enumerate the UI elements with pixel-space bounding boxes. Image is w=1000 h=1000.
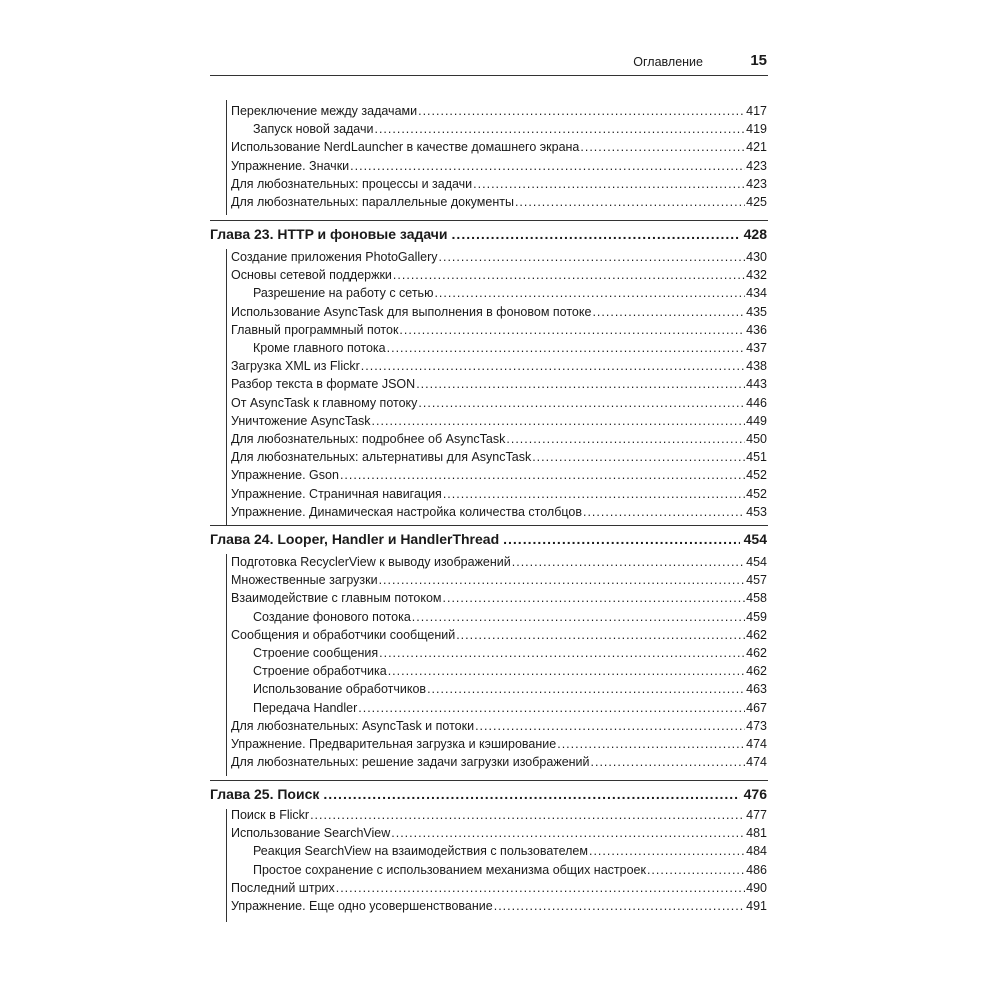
entry-title: Для любознательных: решение задачи загрузки изображений [231, 755, 590, 770]
chapter-heading[interactable] [210, 531, 767, 553]
dot-leader [418, 104, 745, 118]
entry-page: 474 [746, 755, 767, 770]
entry-page: 474 [746, 737, 767, 751]
dot-leader [473, 177, 745, 191]
dot-leader [434, 286, 745, 300]
dot-leader [439, 250, 746, 264]
entry-page: 453 [746, 504, 767, 519]
dot-leader [412, 610, 745, 624]
entry-page: 459 [746, 609, 767, 624]
dot-leader [387, 341, 746, 355]
entry-title: Загрузка XML из Flickr [231, 359, 360, 374]
dot-leader [336, 881, 745, 895]
entry-title: Основы сетевой поддержки [231, 268, 392, 283]
section-vertical-rule [226, 100, 227, 215]
entry-page: 481 [746, 826, 767, 841]
entry-title: Разрешение на работу с сетью [253, 286, 434, 301]
entry-title: Взаимодействие с главным потоком [231, 591, 442, 606]
entry-title: Упражнение. Значки [231, 158, 350, 173]
entry-title: Для любознательных: процессы и задачи [231, 176, 473, 191]
dot-leader [443, 487, 745, 501]
entry-page: 436 [746, 322, 767, 337]
dot-leader [583, 505, 745, 519]
chapter-rule [210, 220, 768, 221]
toc-entry[interactable] [231, 323, 767, 341]
section-vertical-rule [226, 249, 227, 526]
entry-title: Упражнение. Gson [231, 468, 339, 483]
entry-title: Для любознательных: альтернативы для AsyncTask [231, 450, 532, 465]
dot-leader [399, 323, 745, 337]
toc-entry[interactable] [231, 195, 767, 213]
entry-page: 430 [746, 250, 767, 264]
dot-leader [379, 573, 746, 587]
chapter-page: 454 [743, 531, 767, 547]
dot-leader [372, 414, 746, 428]
toc-entry[interactable] [231, 414, 767, 432]
entry-title: Уничтожение AsyncTask [231, 413, 371, 428]
dot-leader [515, 195, 745, 209]
entry-page: 446 [746, 395, 767, 410]
entry-page: 423 [746, 176, 767, 191]
dot-leader [589, 844, 745, 858]
toc-entry[interactable] [231, 881, 767, 899]
chapter-title: Глава 25. Поиск [210, 786, 320, 802]
dot-leader [443, 591, 746, 605]
chapter-title: Глава 24. Looper, Handler и HandlerThread [210, 531, 500, 547]
toc-entry[interactable] [231, 505, 767, 523]
entry-page: 421 [746, 140, 767, 155]
toc-subentry[interactable] [253, 610, 767, 628]
header-rule [210, 75, 768, 76]
chapter-heading[interactable] [210, 226, 767, 248]
chapter-rule [210, 525, 768, 526]
toc-entry[interactable] [231, 268, 767, 286]
entry-page: 432 [746, 268, 767, 283]
entry-title: Использование AsyncTask для выполнения в фоновом потоке [231, 304, 592, 319]
toc-entry[interactable] [231, 159, 767, 177]
toc-entry[interactable] [231, 432, 767, 450]
toc-entry[interactable] [231, 826, 767, 844]
toc-subentry[interactable] [253, 701, 767, 719]
toc-subentry[interactable] [253, 844, 767, 862]
entry-title: Использование NerdLauncher в качестве домашнего экрана [231, 140, 580, 155]
entry-title: Реакция SearchView на взаимодействия с пользователем [253, 844, 588, 859]
toc-subentry[interactable] [253, 341, 767, 359]
entry-title: Главный программный поток [231, 322, 399, 337]
section-vertical-rule [226, 554, 227, 776]
toc-entry[interactable] [231, 359, 767, 377]
dot-leader [456, 628, 745, 642]
dot-leader [310, 808, 745, 822]
entry-title: Поиск в Flickr [231, 808, 310, 822]
entry-page: 491 [746, 899, 767, 913]
entry-title: Создание фонового потока [253, 609, 411, 624]
toc-entry[interactable] [231, 450, 767, 468]
entry-page: 463 [746, 682, 767, 697]
entry-page: 438 [746, 359, 767, 374]
dot-leader [532, 450, 745, 464]
dot-leader [358, 701, 745, 715]
entry-page: 477 [746, 808, 767, 822]
entry-title: Подготовка RecyclerView к выводу изображений [231, 555, 511, 569]
toc-entry[interactable] [231, 719, 767, 737]
toc-entry[interactable] [231, 250, 767, 268]
toc-entry[interactable] [231, 177, 767, 195]
entry-page: 452 [746, 468, 767, 483]
dot-leader [503, 531, 740, 547]
toc-entry[interactable] [231, 468, 767, 486]
entry-title: Для любознательных: AsyncTask и потоки [231, 718, 475, 733]
entry-title: Использование обработчиков [253, 682, 427, 697]
entry-title: Простое сохранение с использованием механизма общих настроек [253, 862, 646, 877]
entry-title: Для любознательных: параллельные документы [231, 195, 514, 209]
toc-subentry[interactable] [253, 122, 767, 140]
entry-title: Кроме главного потока [253, 341, 386, 355]
entry-page: 423 [746, 158, 767, 173]
entry-title: Последний штрих [231, 880, 335, 895]
entry-page: 458 [746, 591, 767, 606]
dot-leader [592, 305, 745, 319]
toc-entry[interactable] [231, 104, 767, 122]
entry-page: 462 [746, 627, 767, 642]
entry-title: Строение обработчика [253, 664, 387, 679]
dot-leader [512, 555, 745, 569]
toc-entry[interactable] [231, 628, 767, 646]
entry-page: 486 [746, 862, 767, 877]
entry-title: Запуск новой задачи [253, 122, 374, 137]
entry-title: Упражнение. Страничная навигация [231, 486, 442, 501]
entry-page: 435 [746, 304, 767, 319]
dot-leader [494, 899, 745, 913]
entry-title: Передача Handler [253, 700, 358, 715]
toc-entry[interactable] [231, 573, 767, 591]
entry-title: Использование SearchView [231, 826, 391, 841]
entry-page: 462 [746, 646, 767, 660]
entry-title: Разбор текста в формате JSON [231, 377, 416, 392]
dot-leader [350, 159, 745, 173]
entry-title: Упражнение. Динамическая настройка количества столбцов [231, 504, 582, 519]
entry-title: Сообщения и обработчики сообщений [231, 627, 456, 642]
entry-page: 462 [746, 664, 767, 679]
toc-entry[interactable] [231, 591, 767, 609]
chapter-page: 428 [743, 226, 767, 242]
toc-entry[interactable] [231, 808, 767, 826]
dot-leader [506, 432, 745, 446]
toc-entry[interactable] [231, 396, 767, 414]
dot-leader [591, 755, 746, 769]
toc-subentry[interactable] [253, 863, 767, 881]
toc-entry[interactable] [231, 899, 767, 917]
page-number: 15 [750, 52, 767, 69]
entry-title: Переключение между задачами [231, 104, 418, 118]
dot-leader [374, 122, 745, 136]
entry-page: 437 [746, 341, 767, 355]
dot-leader [361, 359, 745, 373]
chapter-rule [210, 780, 768, 781]
entry-title: От AsyncTask к главному потоку [231, 395, 418, 410]
toc-entry[interactable] [231, 487, 767, 505]
chapter-page: 476 [743, 786, 767, 802]
chapter-title: Глава 23. HTTP и фоновые задачи [210, 226, 448, 242]
running-head: Оглавление [633, 55, 703, 69]
toc-entry[interactable] [231, 555, 767, 573]
toc-entry[interactable] [231, 305, 767, 323]
dot-leader [391, 826, 745, 840]
dot-leader [323, 786, 739, 802]
dot-leader [452, 226, 740, 242]
dot-leader [416, 377, 745, 391]
entry-page: 452 [746, 486, 767, 501]
toc-entry[interactable] [231, 377, 767, 395]
toc-subentry[interactable] [253, 664, 767, 682]
entry-page: 467 [746, 700, 767, 715]
entry-title: Для любознательных: подробнее об AsyncTask [231, 432, 506, 446]
dot-leader [647, 863, 745, 877]
toc-entry[interactable] [231, 755, 767, 773]
dot-leader [340, 468, 745, 482]
dot-leader [580, 140, 745, 154]
entry-page: 450 [746, 432, 767, 446]
dot-leader [427, 682, 745, 696]
entry-page: 425 [746, 195, 767, 209]
section-vertical-rule [226, 809, 227, 922]
entry-page: 473 [746, 718, 767, 733]
entry-page: 434 [746, 286, 767, 301]
dot-leader [557, 737, 745, 751]
dot-leader [418, 396, 745, 410]
entry-page: 484 [746, 844, 767, 859]
entry-title: Упражнение. Предварительная загрузка и кэширование [231, 737, 557, 751]
chapter-heading[interactable] [210, 786, 767, 808]
entry-page: 449 [746, 413, 767, 428]
entry-page: 451 [746, 450, 767, 465]
entry-page: 457 [746, 573, 767, 588]
dot-leader [379, 646, 745, 660]
toc-entry[interactable] [231, 737, 767, 755]
toc-entry[interactable] [231, 140, 767, 158]
entry-page: 454 [746, 555, 767, 569]
entry-title: Создание приложения PhotoGallery [231, 250, 438, 264]
dot-leader [475, 719, 745, 733]
entry-title: Множественные загрузки [231, 573, 378, 588]
toc-subentry[interactable] [253, 646, 767, 664]
entry-page: 490 [746, 880, 767, 895]
entry-page: 443 [746, 377, 767, 392]
toc-subentry[interactable] [253, 286, 767, 304]
dot-leader [388, 664, 745, 678]
toc-subentry[interactable] [253, 682, 767, 700]
page-header [210, 52, 768, 74]
entry-page: 417 [746, 104, 767, 118]
entry-page: 419 [746, 122, 767, 137]
entry-title: Строение сообщения [253, 646, 379, 660]
dot-leader [393, 268, 745, 282]
entry-title: Упражнение. Еще одно усовершенствование [231, 899, 493, 913]
